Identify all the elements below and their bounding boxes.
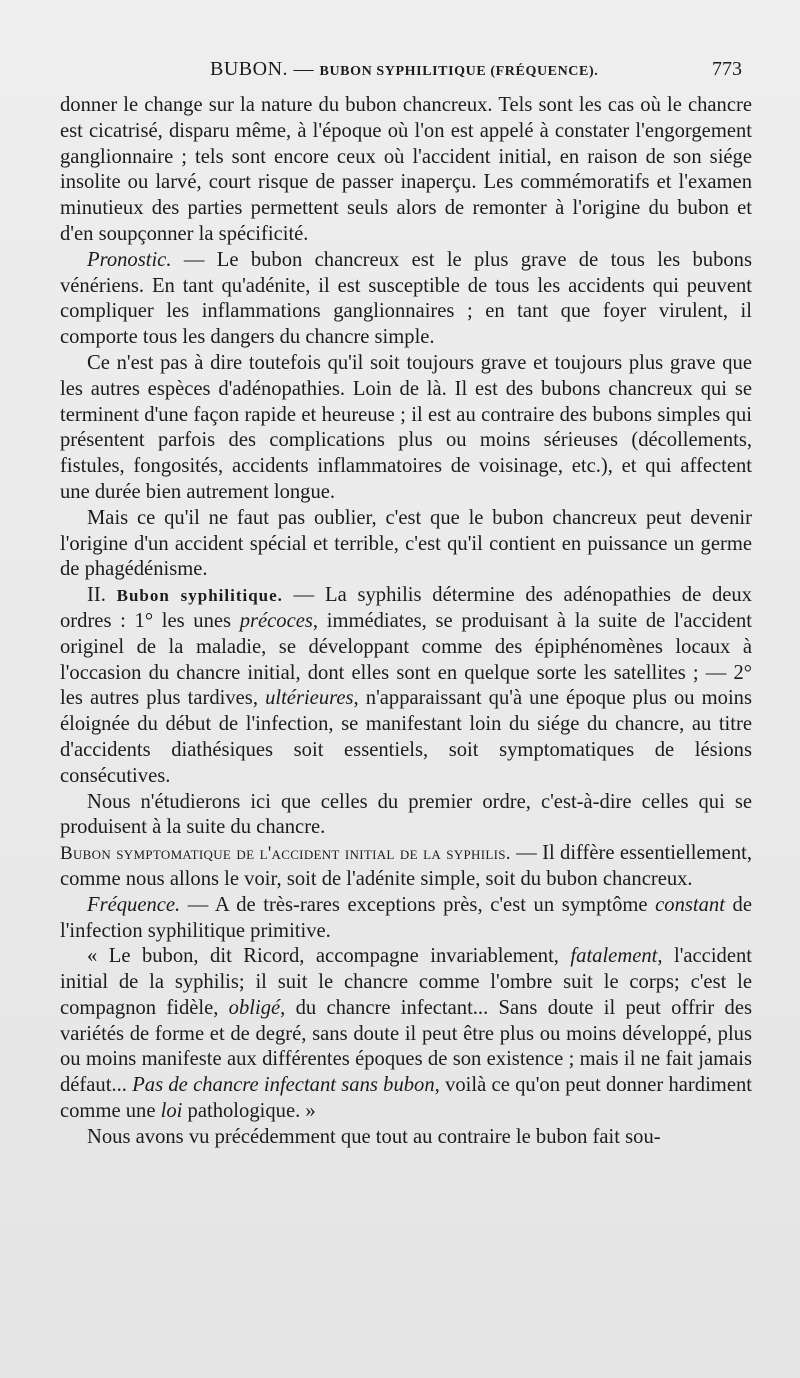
paragraph-continuation: donner le change sur la nature du bubon chancreux. Tels sont les cas où le chancre est cicatrisé, disparu même, à l'époque où l'on est appelé à constater l'engorgement ganglionnaire ; tels sont encore ceux où l'accident initial, en raison de son siége insolite ou larvé, court risque de passer inaperçu. Les commémoratifs et l'examen minutieux des parties permettent seuls alors de remonter à l'origine du bubon et d'en soupçonner la spécificité. — [60, 94, 752, 245]
page-number: 773 — [712, 58, 742, 80]
paragraph-final: Nous avons vu précédemment que tout au contraire le bubon fait sou- — [87, 1125, 661, 1148]
paragraph-pronostic: Pronostic. — Le bubon chancreux est le plus grave de tous les bubons vénériens. En tant qu'adénite, il est susceptible de tous les accidents qui peuvent compliquer les inflammations ganglionnaires ; en tant que foyer virulent, il comporte tous les dangers du chancre simple. — [60, 248, 752, 349]
section-label: Fréquence. — [87, 893, 181, 916]
subsection-heading: Bubon symptomatique de l'accident initial de la syphilis. — [60, 843, 511, 865]
paragraph-bubon-symptomatique: Bubon symptomatique de l'accident initial de la syphilis. — Il diffère essentiellement, comme nous allons le voir, soit de l'adénite simple, soit du bubon chancreux. — [60, 842, 752, 890]
paragraph-bubon-syphilitique: II. Bubon syphilitique. — La syphilis détermine des adénopathies de deux ordres : 1° les unes précoces, immédiates, se produisant à la suite de l'accident originel de la maladie, se développant comme des épiphénomènes locaux à l'occasion du chancre initial, dont elles sont en quelque sorte les satellites ; — 2° les autres plus tardives, ultérieures, n'apparaissant qu'à une époque plus ou moins éloignée du début de l'infection, se manifestant loin du siége du chancre, au titre d'accidents diathésiques soit essentiels, soit symptomatiques de lésions consécutives. — [60, 584, 752, 787]
paragraph-quotation-ricord: « Le bubon, dit Ricord, accompagne invariablement, fatalement, l'accident initial de la syphilis; il suit le chancre comme l'ombre suit le corps; c'est le compagnon fidèle, obligé, du chancre infectant... Sans doute il peut offrir des variétés de forme et de degré, sans doute il peut être plus ou moins développé, plus ou moins manifeste aux différentes époques de son existence ; mais il ne fait jamais défaut... Pas de chancre infectant sans bubon, voilà ce qu'on peut donner hardiment comme une loi pathologique. » — [60, 945, 753, 1123]
running-title: BUBON. — BUBON SYPHILITIQUE (FRÉQUENCE). — [210, 58, 599, 80]
paragraph: Mais ce qu'il ne faut pas oublier, c'est que le bubon chancreux peut devenir l'origine d'un accident spécial et terrible, c'est qu'il contient en puissance un germe de phagédénisme. — [60, 506, 752, 581]
running-header — [60, 58, 750, 88]
section-label: Pronostic. — [87, 248, 172, 271]
section-heading: Bubon syphilitique. — [116, 586, 283, 606]
page-body — [60, 93, 752, 1151]
running-subtitle: BUBON SYPHILITIQUE (FRÉQUENCE). — [319, 64, 599, 79]
paragraph: Ce n'est pas à dire toutefois qu'il soit toujours grave et toujours plus grave que les autres espèces d'adénopathies. Loin de là. Il est des bubons chancreux qui se terminent d'une façon rapide et heureuse ; il est au contraire des bubons simples qui présentent parfois des complications plus ou moins sérieuses (décollements, fistules, fongosités, accidents inflammatoires de voisinage, etc.), et qui affectent une durée bien autrement longue. — [60, 351, 752, 503]
paragraph-frequence: Fréquence. — A de très-rares exceptions près, c'est un symptôme constant de l'infection syphilitique primitive. — [60, 893, 752, 942]
paragraph: Nous n'étudierons ici que celles du premier ordre, c'est-à-dire celles qui se produisent à la suite du chancre. — [60, 790, 752, 839]
